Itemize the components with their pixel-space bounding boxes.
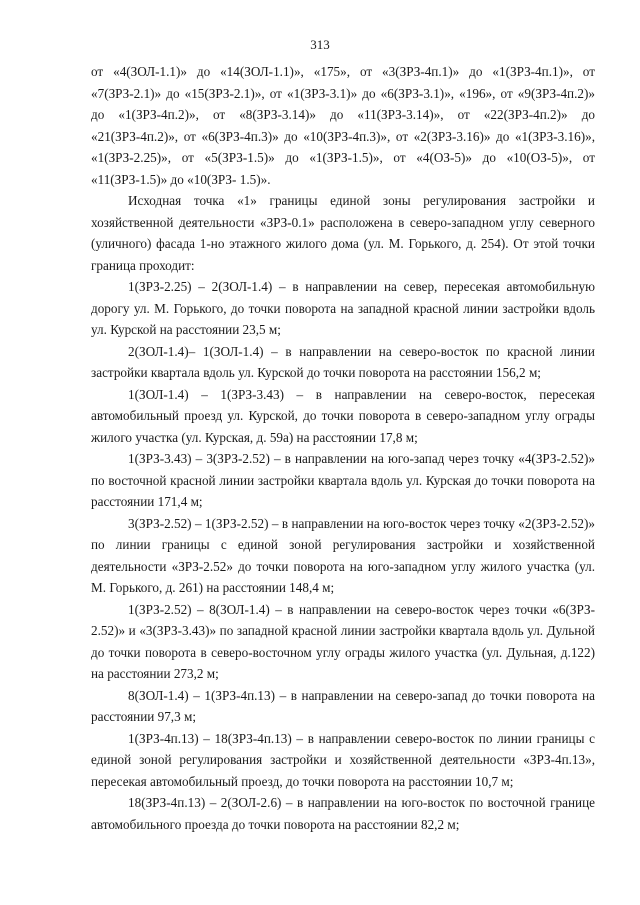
paragraph: 8(ЗОЛ-1.4) – 1(ЗРЗ-4п.13) – в направлении на северо-запад до точки поворота на расстоянии 97,3 м;: [91, 687, 595, 724]
paragraph: 2(ЗОЛ-1.4)– 1(ЗОЛ-1.4) – в направлении на северо-восток по красной линии застройки квартала вдоль ул. Курской до точки поворота на расстоянии 156,2 м;: [91, 343, 595, 380]
paragraph: 18(ЗРЗ-4п.13) – 2(ЗОЛ-2.6) – в направлении на юго-восток по восточной границе автомобильного проезда до точки поворота на расстоянии 82,2 м;: [91, 795, 595, 832]
page-number: 313: [310, 37, 330, 52]
paragraph: от «4(ЗОЛ-1.1)» до «14(ЗОЛ-1.1)», «175», от «3(ЗРЗ-4п.1)» до «1(ЗРЗ-4п.1)», от «7(ЗРЗ-2.1)» до «15(ЗРЗ-2.1)», от «1(ЗРЗ-3.1)» до «6(ЗРЗ-3.1)», «196», от «9(ЗРЗ-4п.2)» до «1(ЗРЗ-4п.2)», от «8(ЗРЗ-3.14)» до «11(ЗРЗ-3.14)», от «22(ЗРЗ-4п.2)» до «21(ЗРЗ-4п.2)», от «6(ЗРЗ-4п.3)» до «10(ЗРЗ-4п.3)», от «2(ЗРЗ-3.16)» до «1(ЗРЗ-3.16)», «1(ЗРЗ-2.25)», от «5(ЗРЗ-1.5)» до «1(ЗРЗ-1.5)», от «4(ОЗ-5)» до «10(ОЗ-5)», от «11(ЗРЗ-1.5)» до «10(ЗРЗ- 1.5)».: [91, 64, 595, 187]
paragraph: 3(ЗРЗ-2.52) – 1(ЗРЗ-2.52) – в направлении на юго-восток через точку «2(ЗРЗ-2.52)» по линии границы с единой зоной регулирования застройки и хозяйственной деятельности «ЗРЗ-2.52» до точки поворота на юго-западном углу жилого участка (ул. М. Горького, д. 261) на расстоянии 148,4 м;: [91, 515, 595, 595]
paragraph: 1(ЗРЗ-2.25) – 2(ЗОЛ-1.4) – в направлении на север, пересекая автомобильную дорогу ул. М. Горького, до точки поворота на западной красной линии застройки вдоль ул. Курской на расстоянии 23,5 м;: [91, 279, 595, 337]
paragraph: 1(ЗРЗ-3.43) – 3(ЗРЗ-2.52) – в направлении на юго-запад через точку «4(ЗРЗ-2.52)» по восточной красной линии застройки квартала вдоль ул. Курская до точки поворота на расстоянии 171,4 м;: [91, 451, 595, 509]
paragraph: 1(ЗРЗ-4п.13) – 18(ЗРЗ-4п.13) – в направлении северо-восток по линии границы с единой зоной регулирования застройки и хозяйственной деятельности «ЗРЗ-4п.13», пересекая автомобильный проезд, до точки поворота на расстоянии 10,7 м;: [91, 730, 595, 789]
page-body: [91, 61, 595, 835]
paragraph: Исходная точка «1» границы единой зоны регулирования застройки и хозяйственной деятельности «ЗРЗ-0.1» расположена в северо-западном углу северного (уличного) фасада 1-но этажного жилого дома (ул. М. Горького, д. 254). От этой точки граница проходит:: [91, 193, 595, 273]
paragraph: 1(ЗРЗ-2.52) – 8(ЗОЛ-1.4) – в направлении на северо-восток через точки «6(ЗРЗ- 2.52)» и «3(ЗРЗ-3.43)» по западной красной линии застройки квартала вдоль ул. Дульной до точки поворота в северо-восточном углу ограды жилого участка (ул. Дульная, д.122) на расстоянии 273,2 м;: [91, 601, 595, 681]
paragraph: 1(ЗОЛ-1.4) – 1(ЗРЗ-3.43) – в направлении на северо-восток, пересекая автомобильный проезд ул. Курской, до точки поворота в северо-западном углу ограды жилого участка (ул. Курская, д. 59а) на расстоянии 17,8 м;: [91, 386, 595, 445]
